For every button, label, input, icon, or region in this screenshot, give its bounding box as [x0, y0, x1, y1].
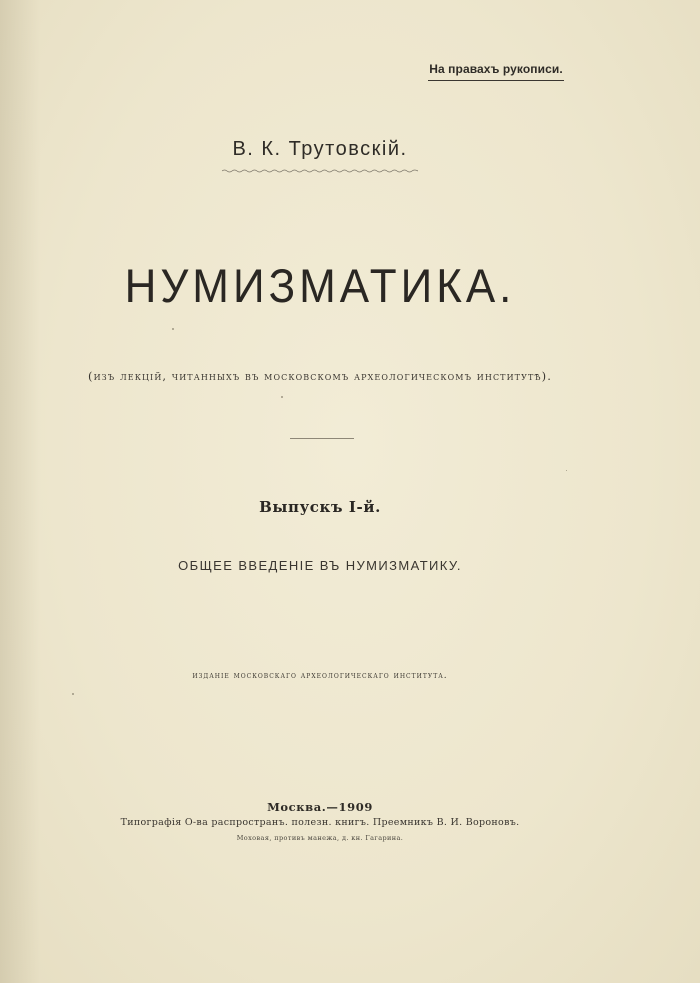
paper-speck	[281, 396, 283, 398]
edition-line: изданіе московскаго археологическаго института.	[192, 671, 448, 681]
book-subtitle: (изъ лекцій, читанныхъ въ московскомъ археологическомъ институтѣ).	[88, 369, 552, 383]
manuscript-rights-note: На правахъ рукописи.	[428, 62, 564, 81]
book-title: НУМИЗМАТИКА.	[124, 260, 516, 313]
author-name: В. К. Трутовскій.	[232, 138, 408, 160]
issue-number: Выпускъ I-й.	[259, 498, 381, 516]
section-title: ОБЩЕЕ ВВЕДЕНІЕ ВЪ НУМИЗМАТИКУ.	[178, 558, 462, 573]
author-wavy-rule	[222, 169, 418, 173]
section-divider	[290, 438, 354, 439]
paper-speck	[566, 470, 567, 471]
paper-speck	[72, 693, 74, 695]
printer-line: Типографія О-ва распространъ. полезн. книгъ. Преемникъ В. И. Вороновъ.	[120, 817, 520, 828]
place-and-year: Москва.—1909	[267, 800, 373, 814]
printer-address: Моховая, противъ манежа, д. кн. Гагарина.	[236, 834, 404, 842]
paper-speck	[172, 328, 174, 330]
